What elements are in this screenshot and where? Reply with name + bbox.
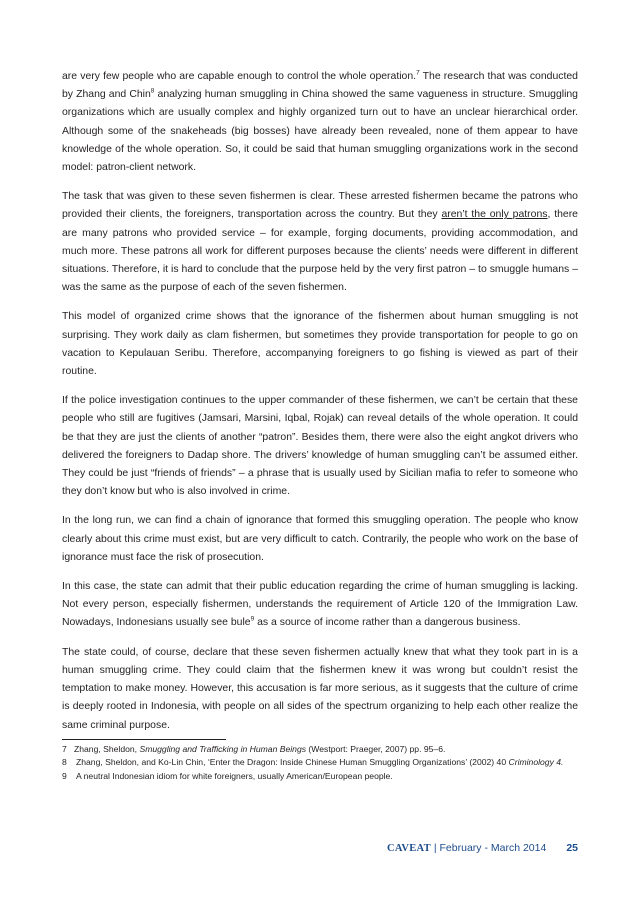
footnote-7-text: Zhang, Sheldon, — [74, 743, 140, 754]
paragraph-5-text: In the long run, we can find a chain of ignorance that formed this smuggling operation. The people who know clearly about this crime must exist, but are very difficult to catch. Contrarily, the people who work on the base of ignorance must face the risk of prosecution. — [62, 515, 578, 563]
underlined-phrase: aren’t the only patrons — [441, 209, 548, 221]
paragraph-5 — [62, 512, 578, 567]
footer-issue-date: February - March 2014 — [439, 842, 547, 854]
page-footer — [0, 842, 578, 854]
paragraph-2-text-b: , there are many patrons who provided service – for example, forging documents, providing accommodation, and much more. These patrons all work for different purposes because the clients’ needs were different in different situations. Therefore, it is hard to conclude that the purpose held by the very first patron – to smuggle humans – was the same as the purpose of each of the seven fishermen. — [62, 209, 578, 294]
footnote-7-body — [74, 743, 578, 756]
paragraph-6-text-b: as a source of income rather than a dangerous business. — [254, 617, 521, 629]
paragraph-1-text-b: The research that was conducted by Zhang and Chin — [62, 71, 578, 101]
footnote-ref-9[interactable]: 9 — [250, 616, 255, 623]
paragraph-6 — [62, 578, 578, 633]
footnote-8-text: Zhang, Sheldon, and Ko-Lin Chin, ‘Enter the Dragon: Inside Chinese Human Smuggling Organizations’ (2002) 40 — [76, 757, 509, 768]
footnote-8-body — [76, 756, 578, 769]
footnote-9-text: A neutral Indonesian idiom for white foreigners, usually American/European people. — [76, 770, 393, 781]
footnote-8-number: 8 — [62, 757, 67, 768]
footnote-ref-8[interactable]: 8 — [150, 87, 155, 95]
paragraph-2 — [62, 188, 578, 297]
footnote-7-number: 7 — [62, 743, 67, 754]
footnote-7-title: Smuggling and Trafficking in Human Beings — [139, 743, 307, 754]
paragraph-2-text-a: The task that was given to these seven fishermen is clear. These arrested fishermen became the patrons who provided their clients, the foreigners, transportation across the country. But they — [62, 191, 578, 221]
page-number: 25 — [566, 842, 578, 854]
paragraph-4 — [62, 392, 578, 501]
footnote-ref-7[interactable]: 7 — [416, 69, 420, 77]
paragraph-3 — [62, 308, 578, 381]
footer-brand: CAVEAT — [386, 843, 431, 854]
paragraph-1-text-c: analyzing human smuggling in China showed the same vagueness in structure. Smuggling organizations which are usually complex and highly organized turn out to have an unclear hierarchical order. Although some of the snakeheads (big bosses) have already been revealed, none of them appear to have knowledge of the whole operation. So, it could be said that human smuggling organizations work in the second model: patron-client network. — [62, 89, 578, 174]
footnote-divider — [62, 739, 226, 740]
footnote-9-number: 9 — [62, 770, 67, 781]
paragraph-1-text-a: are very few people who are capable enough to control the whole operation. — [62, 71, 417, 82]
paragraph-7-text: The state could, of course, declare that these seven fishermen actually knew that what they took part in is a human smuggling crime. They could claim that the fishermen knew it was wrong but couldn’t resist the temptation to make money. However, this accusation is far more serious, as it suggests that the culture of crime is deeply rooted in Indonesia, with people on all sides of the spectrum organizing to help each other realize the same criminal purpose. — [62, 646, 578, 731]
footer-separator: | — [430, 842, 440, 854]
paragraph-7 — [62, 644, 578, 735]
paragraph-1 — [62, 68, 578, 177]
footnote-7-citation: (Westport: Praeger, 2007) pp. 95–6. — [306, 743, 446, 754]
footnote-9 — [62, 770, 578, 783]
paragraph-6-text-a: In this case, the state can admit that their public education regarding the crime of human smuggling is lacking. Not every person, especially fishermen, understands the requirement of Article 120 of the Immigration Law. Nowadays, Indonesians usually see bule — [62, 581, 578, 629]
footnote-8-journal: Criminology 4. — [508, 757, 564, 768]
footnote-8 — [62, 756, 578, 769]
footnote-7 — [62, 743, 578, 756]
paragraph-4-text: If the police investigation continues to the upper commander of these fishermen, we can’t be certain that these people who still are fugitives (Jamsari, Marsini, Iqbal, Rojak) can reveal details of the whole operation. It could be that they are just the clients of another “patron”. Besides them, there were also the eight angkot drivers who delivered the foreigners to Dadap shore. The drivers’ knowledge of human smuggling can’t be assumed either. They could be just “friends of friends” – a phrase that is usually used by Sicilian mafia to refer to someone who they don’t know but who is also involved in crime. — [62, 395, 578, 498]
page-body — [62, 68, 578, 783]
paragraph-3-text: This model of organized crime shows that the ignorance of the fishermen about human smuggling is not surprising. They work daily as clam fishermen, but sometimes they provide transportation for people to go on vacation to Kepulauan Seribu. Therefore, accompanying foreigners to go fishing is viewed as part of their routine. — [62, 311, 578, 378]
